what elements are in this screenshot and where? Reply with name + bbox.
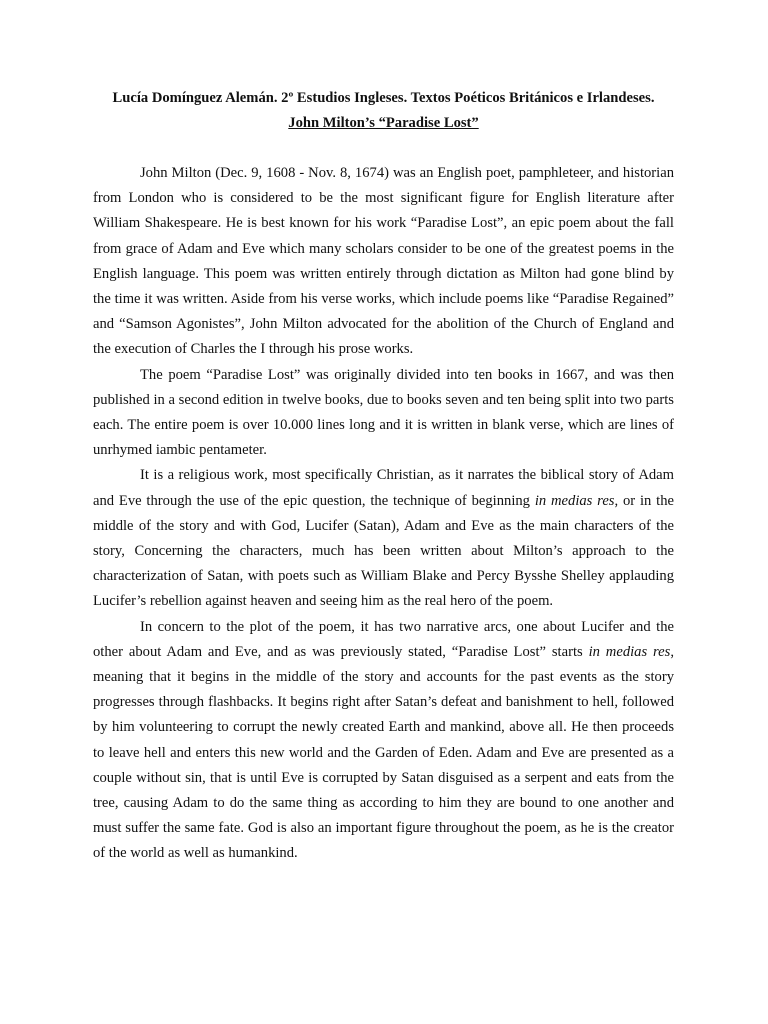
paragraph-4-text-before: In concern to the plot of the poem, it has two narrative arcs, one about Lucifer and the other about Adam and Eve, and as was previously stated, “Paradise Lost” starts [93, 618, 674, 660]
paragraph-3-text-after: , or in the middle of the story and with God, Lucifer (Satan), Adam and Eve as the main characters of the story, Concerning the characters, much has been written about Milton’s approach to the characterization of Satan, with poets such as William Blake and Percy Bysshe Shelley applauding Lucifer’s rebellion against heaven and seeing him as the real hero of the poem. [93, 492, 674, 610]
paragraph-3 [93, 463, 674, 614]
document-body [93, 161, 674, 867]
paragraph-3-italic-phrase: in medias res [534, 492, 615, 509]
paragraph-4 [93, 615, 674, 867]
document-page [93, 86, 674, 867]
paragraph-2: The poem “Paradise Lost” was originally divided into ten books in 1667, and was then published in a second edition in twelve books, due to books seven and ten being split into two parts each. The entire poem is over 10.000 lines long and it is written in blank verse, which are lines of unrhymed iambic pentameter. [93, 366, 674, 459]
paragraph-3-text-before: It is a religious work, most specifically Christian, as it narrates the biblical story of Adam and Eve through the use of the epic question, the technique of beginning [93, 467, 674, 509]
document-title: John Milton’s “Paradise Lost” [288, 115, 479, 131]
paragraph-4-text-after: , meaning that it begins in the middle of the story and accounts for the past events as the story progresses through flashbacks. It begins right after Satan’s defeat and banishment to hell, followed by him volunteering to corrupt the newly created Earth and mankind, above all. He then proceeds to leave hell and enters this new world and the Garden of Eden. Adam and Eve are presented as a couple without sin, that is until Eve is corrupted by Satan disguised as a serpent and eats from the tree, causing Adam to do the same thing as according to him they are bound to one another and must suffer the same fate. God is also an important figure throughout the poem, as he is the creator of the world as well as humankind. [93, 643, 674, 862]
paragraph-1: John Milton (Dec. 9, 1608 - Nov. 8, 1674) was an English poet, pamphleteer, and historian from London who is considered to be the most significant figure for English literature after William Shakespeare. He is best known for his work “Paradise Lost”, an epic poem about the fall from grace of Adam and Eve which many scholars consider to be one of the greatest poems in the English language. This poem was written entirely through dictation as Milton had gone blind by the time it was written. Aside from his verse works, which include poems like “Paradise Regained” and “Samson Agonistes”, John Milton advocated for the abolition of the Church of England and the execution of Charles the I through his prose works. [93, 165, 674, 358]
document-header: Lucía Domínguez Alemán. 2º Estudios Ingleses. Textos Poéticos Británicos e Irlandeses. [112, 90, 655, 106]
paragraph-4-italic-phrase: in medias res [588, 643, 671, 660]
